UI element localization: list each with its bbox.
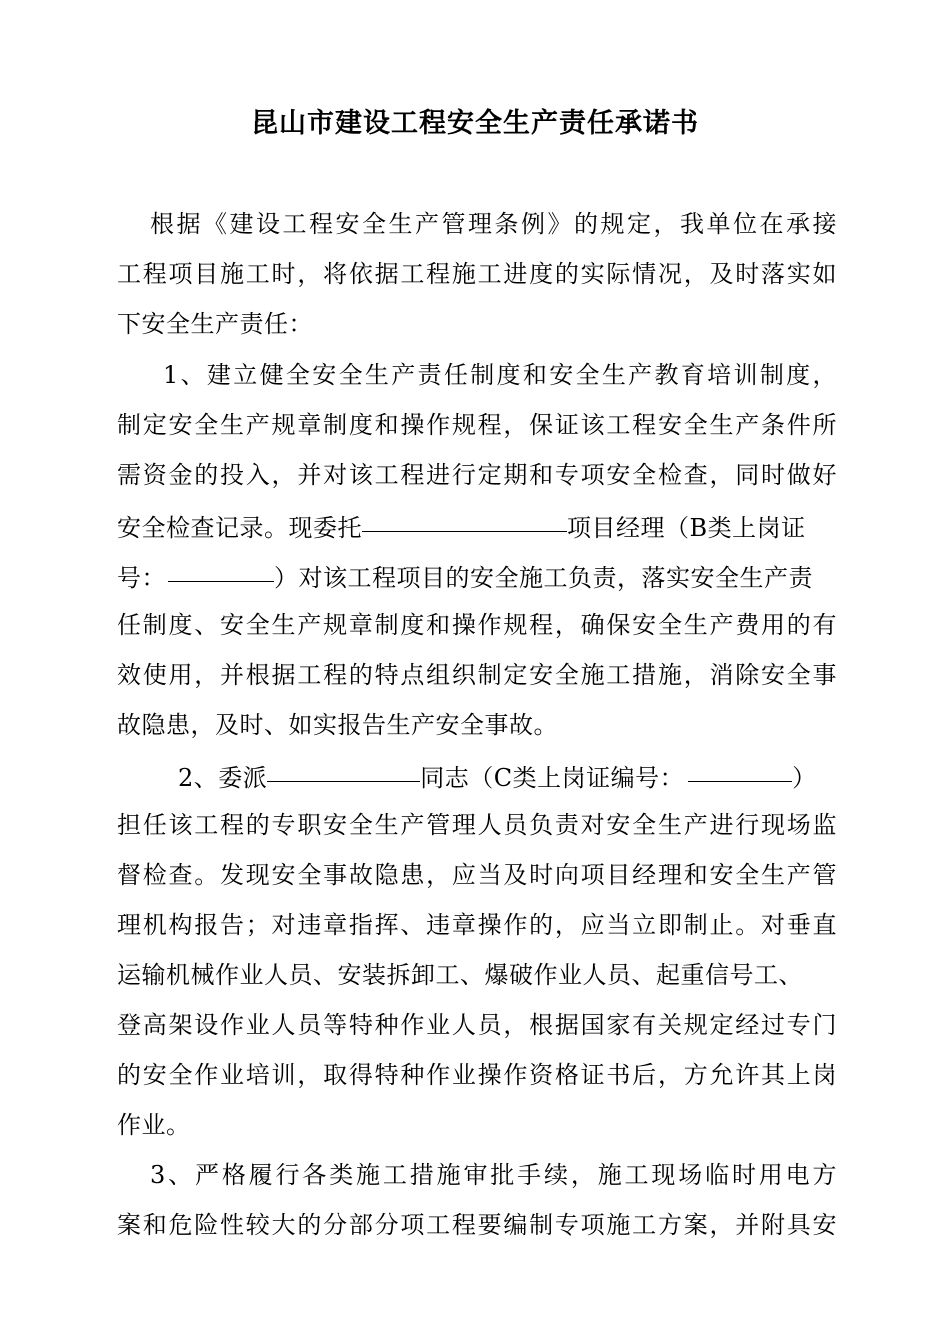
c-certificate-number-field[interactable]	[688, 751, 792, 782]
item1-line-8: 故隐患，及时、如实报告生产安全事故。	[117, 711, 558, 739]
document-title: 昆山市建设工程安全生产责任承诺书	[251, 108, 699, 139]
item2-line-1-text-a: 2、委派	[178, 764, 268, 792]
item2-line-6: 登高架设作业人员等特种作业人员，根据国家有关规定经过专门	[117, 1011, 837, 1039]
item1-line-5-text-b: ）对该工程项目的安全施工负责，落实安全生产责	[274, 564, 813, 592]
b-certificate-number-field[interactable]	[168, 551, 274, 582]
intro-line-3: 下安全生产责任：	[117, 310, 313, 338]
item2-line-1	[178, 751, 837, 799]
item2-line-4: 理机构报告；对违章指挥、违章操作的，应当立即制止。对垂直	[117, 911, 837, 939]
item1-line-4-text-b: 项目经理（B类上岗证	[567, 514, 806, 542]
item1-line-3: 需资金的投入，并对该工程进行定期和专项安全检查，同时做好	[117, 461, 837, 489]
item1-line-5-text-a: 号：	[117, 564, 166, 592]
item1-line-4	[117, 501, 837, 549]
item1-line-7: 效使用，并根据工程的特点组织制定安全施工措施，消除安全事	[117, 661, 837, 689]
item1-line-1: 1、建立健全安全生产责任制度和安全生产教育培训制度，	[163, 361, 837, 389]
item2-line-1-text-b: 同志（C类上岗证编号：	[420, 764, 685, 792]
item2-line-1-text-c: ）	[792, 764, 817, 792]
item2-line-7: 的安全作业培训，取得特种作业操作资格证书后，方允许其上岗	[117, 1061, 837, 1089]
item1-line-4-text-a: 安全检查记录。现委托	[117, 514, 362, 542]
item3-line-2: 案和危险性较大的分部分项工程要编制专项施工方案，并附具安	[117, 1211, 837, 1239]
item2-line-8: 作业。	[117, 1111, 191, 1139]
safety-officer-name-field[interactable]	[267, 751, 420, 782]
item1-line-2: 制定安全生产规章制度和操作规程，保证该工程安全生产条件所	[117, 411, 837, 439]
item2-line-3: 督检查。发现安全事故隐患，应当及时向项目经理和安全生产管	[117, 861, 837, 889]
item1-line-6: 任制度、安全生产规章制度和操作规程，确保安全生产费用的有	[117, 611, 837, 639]
item2-line-5: 运输机械作业人员、安装拆卸工、爆破作业人员、起重信号工、	[117, 961, 803, 989]
intro-line-2: 工程项目施工时，将依据工程施工进度的实际情况，及时落实如	[117, 260, 837, 288]
item1-line-5	[117, 551, 837, 599]
project-manager-name-field[interactable]	[362, 501, 567, 532]
item3-line-1: 3、严格履行各类施工措施审批手续，施工现场临时用电方	[150, 1161, 837, 1189]
item2-line-2: 担任该工程的专职安全生产管理人员负责对安全生产进行现场监	[117, 811, 837, 839]
intro-line-1: 根据《建设工程安全生产管理条例》的规定，我单位在承接	[150, 210, 837, 238]
